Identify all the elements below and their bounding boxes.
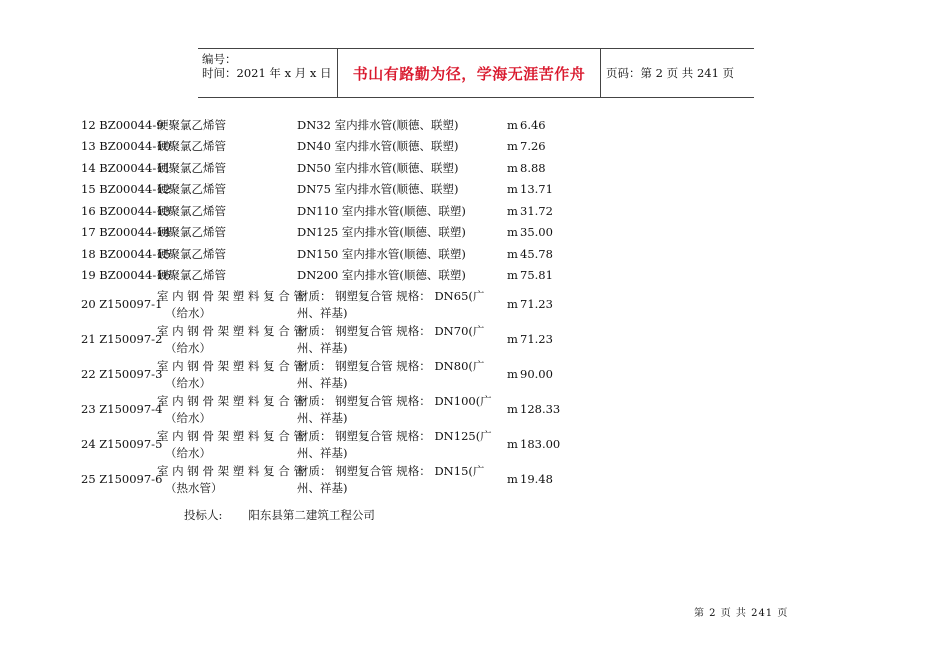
item-name [157,393,305,427]
item-spec: DN125 室内排水管(顺德、联塑) [297,225,466,239]
item-price: 71.23 [520,332,553,346]
item-name-line: （给水） [165,411,211,425]
item-spec: DN50 室内排水管(顺德、联塑) [297,161,459,175]
item-price: 6.46 [520,118,546,132]
item-price: 35.00 [520,225,553,239]
footer-page-number: 第 2 页 共 241 页 [694,608,789,619]
document-date: 时间：2021 年 x 月 x 日 [202,66,332,80]
item-spec: DN200 室内排水管(顺德、联塑) [297,268,466,282]
item-unit: m [507,472,518,486]
item-unit: m [507,118,518,132]
item-price: 7.26 [520,139,546,153]
item-code: 15 BZ00044-12 [81,182,171,196]
item-name-line: （给水） [165,446,211,460]
item-name [157,358,305,392]
item-name: 硬聚氯乙烯管 [157,139,226,153]
item-spec-line: 材质： 钢塑复合管 规格： DN80(广 [297,359,485,373]
item-price: 8.88 [520,161,546,175]
item-unit: m [507,437,518,451]
item-unit: m [507,247,518,261]
item-unit: m [507,297,518,311]
header-motto: 书山有路勤为径，学海无涯苦作舟 [337,49,601,97]
header-page-number: 页码：第 2 页 共 241 页 [606,66,735,80]
item-name: 硬聚氯乙烯管 [157,118,226,132]
page-header [198,48,754,98]
item-name: 硬聚氯乙烯管 [157,268,226,282]
item-spec: DN150 室内排水管(顺德、联塑) [297,247,466,261]
item-price: 75.81 [520,268,553,282]
item-spec-line: 材质： 钢塑复合管 规格： DN70(广 [297,324,485,338]
item-spec-line: 州、祥基) [297,306,348,320]
item-code: 12 BZ00044-9 [81,118,164,132]
item-code: 20 Z150097-1 [81,297,163,311]
item-price: 183.00 [520,437,561,451]
item-name-line: 室 内 钢 骨 架 塑 料 复 合 管 [157,359,305,373]
bidder-label: 投标人: [184,508,223,522]
item-code: 16 BZ00044-13 [81,204,171,218]
item-name-line: 室 内 钢 骨 架 塑 料 复 合 管 [157,394,305,408]
item-name [157,288,305,322]
item-name-line: 室 内 钢 骨 架 塑 料 复 合 管 [157,429,305,443]
item-unit: m [507,161,518,175]
item-spec-line: 州、祥基) [297,481,348,495]
item-spec [297,428,492,462]
item-spec [297,288,484,322]
item-spec [297,323,484,357]
item-spec-line: 材质： 钢塑复合管 规格： DN15(广 [297,464,485,478]
item-unit: m [507,139,518,153]
item-code: 25 Z150097-6 [81,472,163,486]
item-code: 14 BZ00044-11 [81,161,171,175]
item-name: 硬聚氯乙烯管 [157,161,226,175]
item-name [157,463,305,497]
item-spec: DN110 室内排水管(顺德、联塑) [297,204,466,218]
item-name-line: （给水） [165,306,211,320]
item-spec-line: 材质： 钢塑复合管 规格： DN65(广 [297,289,485,303]
item-price: 90.00 [520,367,553,381]
item-spec-line: 材质： 钢塑复合管 规格： DN125(广 [297,429,492,443]
item-spec-line: 州、祥基) [297,341,348,355]
bidder-signature-line [184,507,375,523]
item-price: 31.72 [520,204,553,218]
item-unit: m [507,204,518,218]
item-unit: m [507,402,518,416]
item-code: 22 Z150097-3 [81,367,163,381]
item-name: 硬聚氯乙烯管 [157,204,226,218]
item-spec: DN32 室内排水管(顺德、联塑) [297,118,459,132]
item-price: 45.78 [520,247,553,261]
item-code: 13 BZ00044-10 [81,139,171,153]
item-code: 21 Z150097-2 [81,332,163,346]
item-code: 24 Z150097-5 [81,437,163,451]
item-spec-line: 州、祥基) [297,376,348,390]
item-spec: DN75 室内排水管(顺德、联塑) [297,182,459,196]
item-name: 硬聚氯乙烯管 [157,182,226,196]
item-spec-line: 州、祥基) [297,411,348,425]
item-code: 17 BZ00044-14 [81,225,171,239]
item-price: 128.33 [520,402,561,416]
item-code: 23 Z150097-4 [81,402,163,416]
document-number: 编号： [202,52,237,66]
item-name-line: 室 内 钢 骨 架 塑 料 复 合 管 [157,324,305,338]
item-name-line: （给水） [165,376,211,390]
item-name: 硬聚氯乙烯管 [157,225,226,239]
item-code: 18 BZ00044-15 [81,247,171,261]
item-name [157,323,305,357]
item-price: 19.48 [520,472,553,486]
item-unit: m [507,332,518,346]
item-unit: m [507,268,518,282]
item-spec [297,463,484,497]
item-price: 71.23 [520,297,553,311]
item-spec [297,393,492,427]
item-name: 硬聚氯乙烯管 [157,247,226,261]
item-name-line: 室 内 钢 骨 架 塑 料 复 合 管 [157,289,305,303]
item-spec-line: 州、祥基) [297,446,348,460]
item-spec [297,358,484,392]
item-spec-line: 材质： 钢塑复合管 规格： DN100(广 [297,394,492,408]
item-unit: m [507,182,518,196]
header-meta [198,49,337,97]
item-name-line: （给水） [165,341,211,355]
item-unit: m [507,225,518,239]
item-price: 13.71 [520,182,553,196]
item-code: 19 BZ00044-16 [81,268,171,282]
item-name-line: 室 内 钢 骨 架 塑 料 复 合 管 [157,464,305,478]
item-name-line: （热水管） [165,481,223,495]
item-spec: DN40 室内排水管(顺德、联塑) [297,139,459,153]
item-name [157,428,305,462]
item-unit: m [507,367,518,381]
bidder-company: 阳东县第二建筑工程公司 [248,508,375,522]
